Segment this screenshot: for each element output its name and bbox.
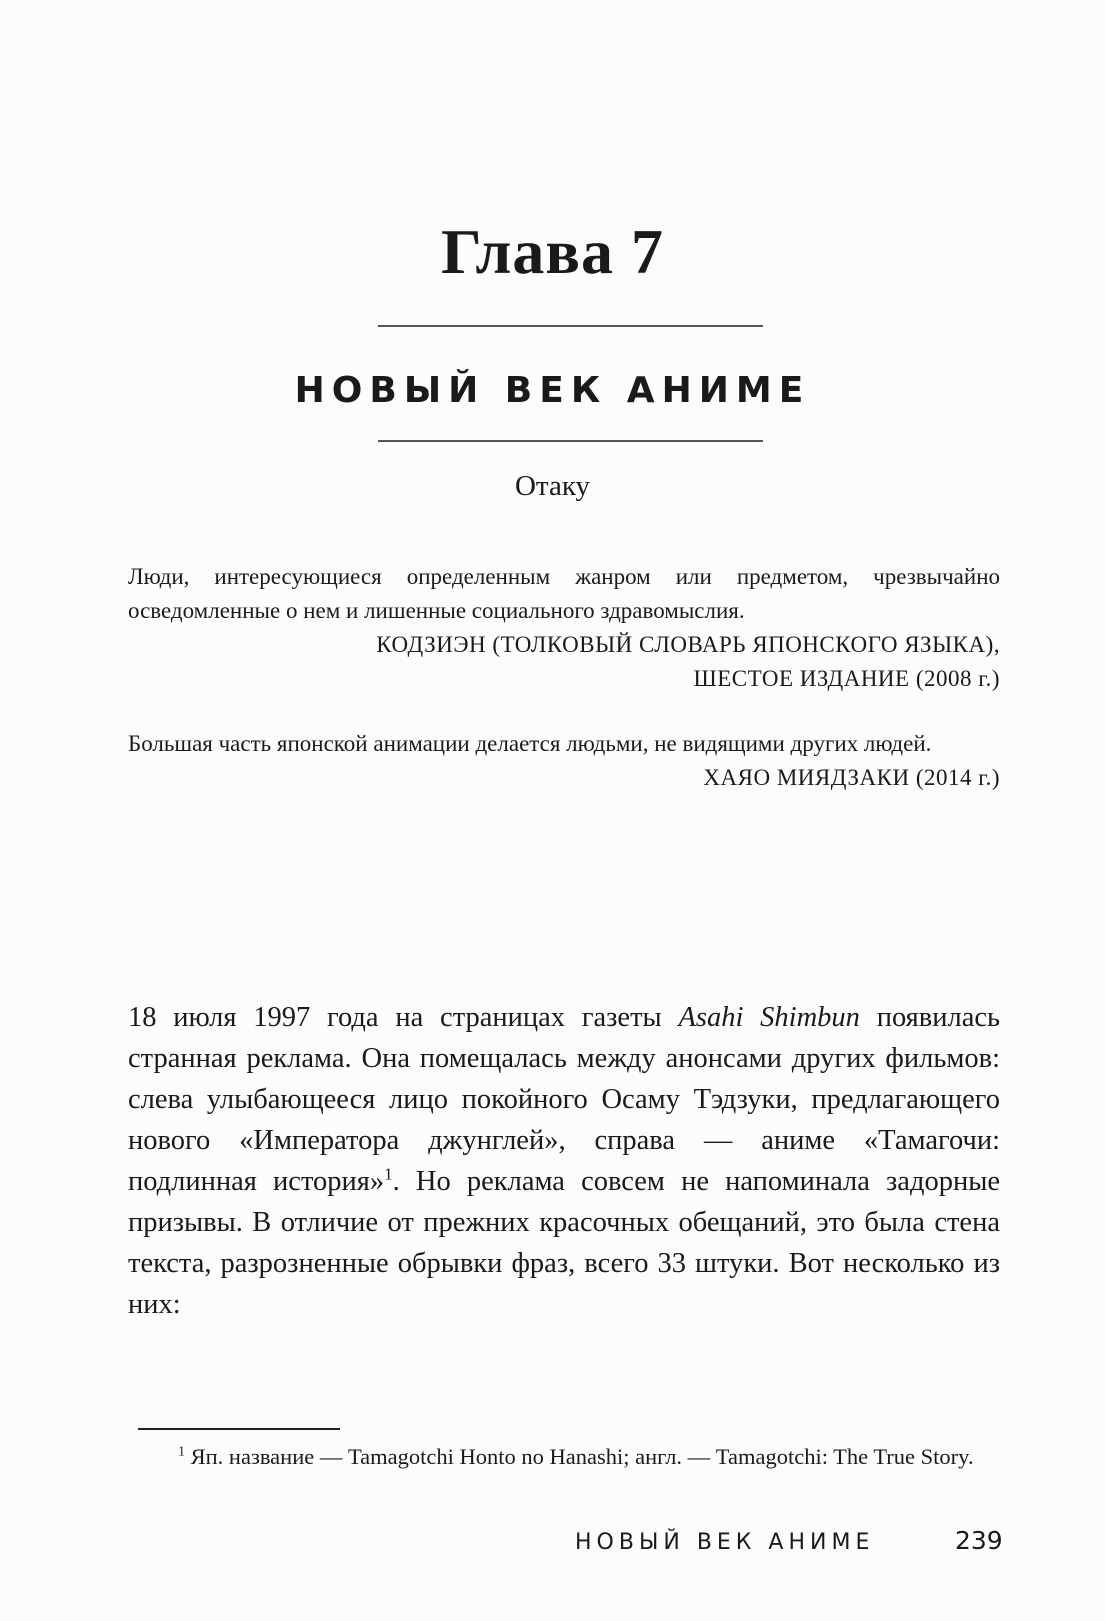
epigraph-source: ХАЯО МИЯДЗАКИ (2014 г.)	[703, 765, 1000, 790]
body-text-segment: . Но реклама совсем не напоминала задорные призывы. В отличие от прежних красочных обещаний, это была стена текста, разрозненные обрывки фраз, всего 33 штуки. Вот несколько из них:	[128, 1166, 1000, 1320]
newspaper-title: Asahi Shimbun	[678, 1002, 860, 1033]
body-text-segment: 18 июля 1997 года на страницах газеты	[128, 1002, 679, 1033]
epigraph	[128, 727, 1000, 795]
epigraph-text: Люди, интересующиеся определенным жанром или предметом, чрезвычайно осведомленные о нем и лишенные социального здравомыслия.	[128, 564, 1000, 623]
footnote-divider	[138, 1428, 340, 1430]
footnote	[138, 1438, 1008, 1476]
epigraph	[128, 560, 1000, 696]
footnote-marker: 1	[178, 1444, 185, 1460]
body-text-segment: появилась странная реклама. Она помещалась между анонсами других фильмов: слева улыбающееся лицо покойного Осаму Тэдзуки, предлагающего нового «Императора джунглей», справа — аниме «Тамагочи: подлинная история»	[128, 1002, 1001, 1197]
chapter-title: Глава 7	[441, 216, 664, 287]
title-rule-top	[378, 325, 763, 327]
footnote-reference[interactable]: 1	[384, 1164, 393, 1184]
running-footer-title: НОВЫЙ ВЕК АНИМЕ	[575, 1530, 875, 1555]
epigraph-source: ШЕСТОЕ ИЗДАНИЕ (2008 г.)	[693, 666, 1000, 691]
section-title: Отаку	[514, 470, 591, 502]
title-rule-bottom	[378, 440, 763, 442]
page-number: 239	[955, 1526, 1003, 1555]
footnote-text: Яп. название — Tamagotchi Honto no Hanashi; англ. — Tamagotchi: The True Story.	[185, 1444, 974, 1469]
body-paragraph	[128, 997, 1000, 1325]
epigraph-source: КОДЗИЭН (ТОЛКОВЫЙ СЛОВАРЬ ЯПОНСКОГО ЯЗЫКА),	[376, 632, 1000, 657]
epigraph-text: Большая часть японской анимации делается людьми, не видящими других людей.	[128, 731, 932, 756]
chapter-subtitle: НОВЫЙ ВЕК АНИМЕ	[294, 370, 811, 411]
